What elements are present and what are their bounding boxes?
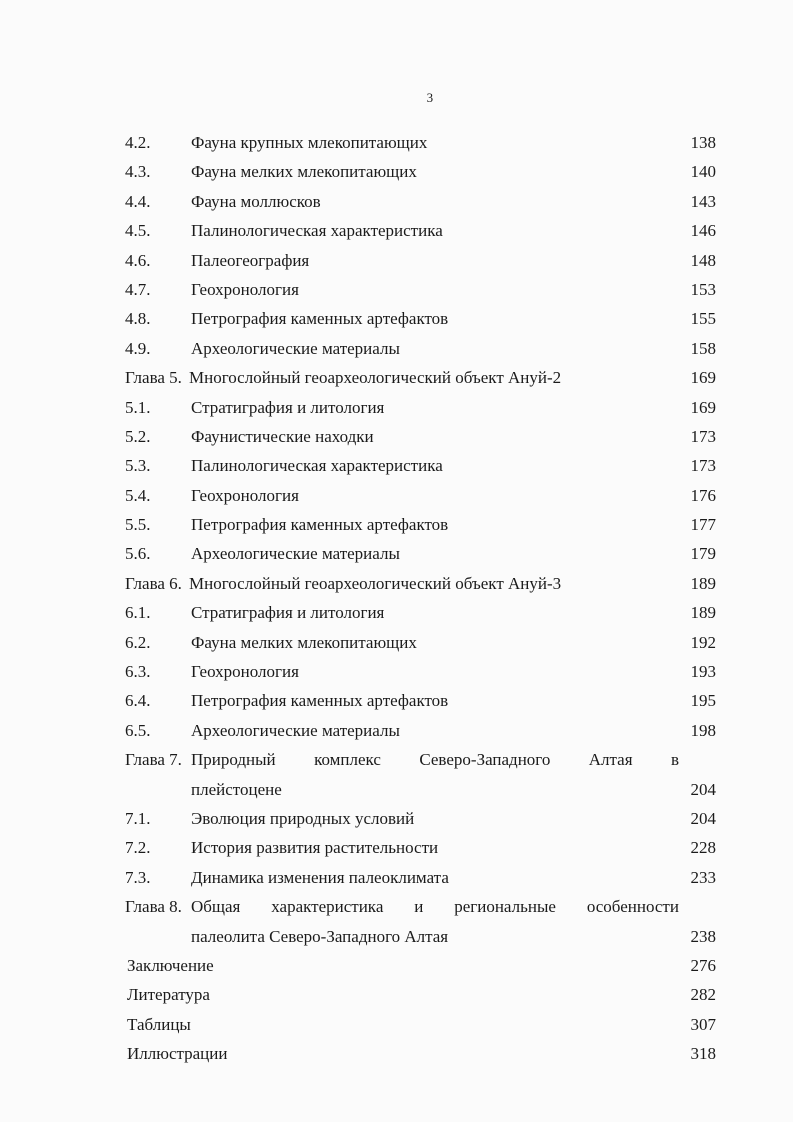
toc-entry-title: Петрография каменных артефактов — [191, 515, 449, 535]
toc-entry-page: 169 — [690, 368, 716, 388]
toc-chapter-title-line1 — [191, 745, 679, 774]
toc-entry-number: 4.8. — [125, 309, 151, 329]
toc-entry-number: 7.2. — [125, 838, 151, 858]
toc-entry-4-9 — [0, 334, 793, 363]
toc-entry-4-2 — [0, 128, 793, 157]
toc-chapter-7 — [0, 745, 793, 804]
toc-chapter-title-line1 — [191, 892, 679, 921]
toc-entry-page: 189 — [690, 603, 716, 623]
title-word: региональные — [454, 897, 556, 917]
toc-entry-number: 6.4. — [125, 691, 151, 711]
toc-chapter-number: Глава 5. — [125, 368, 182, 388]
toc-entry-6-1 — [0, 598, 793, 627]
table-of-contents — [0, 128, 793, 1069]
toc-entry-illustrations — [0, 1039, 793, 1068]
toc-entry-page: 233 — [690, 867, 716, 887]
toc-entry-number: 5.2. — [125, 426, 151, 446]
toc-entry-5-1 — [0, 393, 793, 422]
toc-entry-title: Археологические материалы — [191, 720, 400, 740]
toc-entry-6-2 — [0, 628, 793, 657]
toc-entry-7-2 — [0, 833, 793, 862]
toc-entry-literature — [0, 980, 793, 1009]
toc-entry-title: Динамика изменения палеоклимата — [191, 867, 449, 887]
toc-entry-conclusion — [0, 951, 793, 980]
toc-entry-7-3 — [0, 863, 793, 892]
toc-entry-5-3 — [0, 451, 793, 480]
toc-chapter-number: Глава 6. — [125, 573, 182, 593]
toc-chapter-8 — [0, 892, 793, 951]
toc-entry-page: 146 — [690, 221, 716, 241]
toc-entry-number: 6.2. — [125, 632, 151, 652]
toc-entry-title: Фауна моллюсков — [191, 191, 321, 211]
toc-entry-6-5 — [0, 716, 793, 745]
toc-entry-page: 238 — [690, 926, 716, 946]
toc-chapter-title-line2: плейстоцене — [191, 779, 282, 799]
toc-entry-number: 5.3. — [125, 456, 151, 476]
title-word: Природный — [191, 750, 276, 770]
toc-entry-title: Стратиграфия и литология — [191, 397, 385, 417]
toc-entry-title: Фауна мелких млекопитающих — [191, 162, 417, 182]
toc-entry-title: Геохронология — [191, 662, 299, 682]
title-word: особенности — [586, 897, 679, 917]
toc-entry-number: 7.1. — [125, 809, 151, 828]
toc-entry-title: Палинологическая характеристика — [191, 221, 443, 241]
toc-entry-title: Стратиграфия и литология — [191, 603, 385, 623]
title-word: Общая — [191, 897, 241, 917]
toc-chapter-number: Глава 8. — [125, 897, 182, 917]
toc-entry-5-2 — [0, 422, 793, 451]
toc-entry-5-6 — [0, 539, 793, 568]
page-number: 3 — [426, 90, 434, 105]
title-word: характеристика — [271, 897, 384, 917]
toc-entry-title: Палеогеография — [191, 250, 310, 270]
toc-entry-page: 276 — [690, 955, 716, 975]
toc-entry-page: 176 — [690, 485, 716, 505]
toc-entry-5-4 — [0, 481, 793, 510]
toc-entry-number: 5.4. — [125, 485, 151, 505]
toc-entry-number: 4.9. — [125, 338, 151, 358]
toc-entry-title: Петрография каменных артефактов — [191, 309, 449, 329]
toc-entry-number: 5.5. — [125, 515, 151, 535]
toc-entry-number: 6.5. — [125, 720, 151, 740]
title-word: комплекс — [314, 750, 381, 770]
toc-entry-title: Таблицы — [127, 1014, 191, 1034]
toc-entry-number: 4.3. — [125, 162, 151, 182]
toc-entry-page: 318 — [690, 1044, 716, 1064]
toc-entry-number: 4.7. — [125, 279, 151, 299]
toc-entry-title: Палинологическая характеристика — [191, 456, 443, 476]
toc-entry-page: 173 — [690, 456, 716, 476]
toc-entry-title: Фауна мелких млекопитающих — [191, 632, 417, 652]
toc-entry-title: Археологические материалы — [191, 338, 400, 358]
toc-entry-6-3 — [0, 657, 793, 686]
toc-entry-page: 177 — [690, 515, 716, 535]
toc-chapter-5 — [0, 363, 793, 392]
toc-entry-page: 158 — [690, 338, 716, 358]
toc-entry-page: 204 — [690, 809, 716, 828]
toc-entry-page: 138 — [690, 133, 716, 152]
toc-entry-page: 173 — [690, 426, 716, 446]
toc-entry-title: Фаунистические находки — [191, 426, 374, 446]
toc-entry-title: Литература — [127, 985, 210, 1005]
toc-chapter-number: Глава 7. — [125, 750, 182, 770]
toc-entry-7-1 — [0, 804, 793, 833]
toc-entry-page: 204 — [690, 779, 716, 799]
toc-entry-4-7 — [0, 275, 793, 304]
toc-entry-4-6 — [0, 246, 793, 275]
toc-entry-number: 4.2. — [125, 133, 151, 152]
toc-entry-page: 140 — [690, 162, 716, 182]
toc-entry-page: 282 — [690, 985, 716, 1005]
toc-entry-page: 195 — [690, 691, 716, 711]
toc-entry-4-4 — [0, 187, 793, 216]
toc-entry-title: История развития растительности — [191, 838, 439, 858]
toc-entry-title: Археологические материалы — [191, 544, 400, 564]
toc-entry-page: 228 — [690, 838, 716, 858]
toc-entry-number: 4.6. — [125, 250, 151, 270]
toc-entry-tables — [0, 1010, 793, 1039]
toc-entry-4-5 — [0, 216, 793, 245]
toc-entry-6-4 — [0, 686, 793, 715]
toc-entry-number: 5.1. — [125, 397, 151, 417]
toc-entry-title: Фауна крупных млекопитающих — [191, 133, 428, 152]
toc-entry-4-8 — [0, 304, 793, 333]
toc-entry-page: 179 — [690, 544, 716, 564]
toc-chapter-6 — [0, 569, 793, 598]
toc-entry-title: Петрография каменных артефактов — [191, 691, 449, 711]
toc-entry-title: Заключение — [127, 955, 214, 975]
toc-chapter-title-line2: палеолита Северо-Западного Алтая — [191, 926, 449, 946]
toc-entry-page: 155 — [690, 309, 716, 329]
toc-entry-5-5 — [0, 510, 793, 539]
toc-entry-title: Иллюстрации — [127, 1044, 228, 1064]
toc-entry-page: 143 — [690, 191, 716, 211]
title-word: и — [414, 897, 424, 917]
toc-entry-page: 148 — [690, 250, 716, 270]
toc-entry-title: Геохронология — [191, 279, 299, 299]
toc-entry-page: 198 — [690, 720, 716, 740]
toc-entry-page: 192 — [690, 632, 716, 652]
toc-entry-page: 169 — [690, 397, 716, 417]
toc-entry-number: 6.3. — [125, 662, 151, 682]
title-word: Северо-Западного — [419, 750, 551, 770]
title-word: в — [670, 750, 679, 770]
toc-entry-page: 193 — [690, 662, 716, 682]
toc-entry-number: 5.6. — [125, 544, 151, 564]
toc-entry-title: Эволюция природных условий — [191, 809, 415, 828]
toc-entry-number: 4.4. — [125, 191, 151, 211]
toc-chapter-title: Многослойный геоархеологический объект Ануй-3 — [189, 573, 562, 593]
toc-entry-title: Геохронология — [191, 485, 299, 505]
toc-entry-page: 307 — [690, 1014, 716, 1034]
toc-entry-page: 153 — [690, 279, 716, 299]
toc-entry-number: 6.1. — [125, 603, 151, 623]
toc-entry-page: 189 — [690, 573, 716, 593]
title-word: Алтая — [588, 750, 633, 770]
toc-entry-4-3 — [0, 157, 793, 186]
toc-entry-number: 7.3. — [125, 867, 151, 887]
toc-entry-number: 4.5. — [125, 221, 151, 241]
toc-chapter-title: Многослойный геоархеологический объект Ануй-2 — [189, 368, 562, 388]
